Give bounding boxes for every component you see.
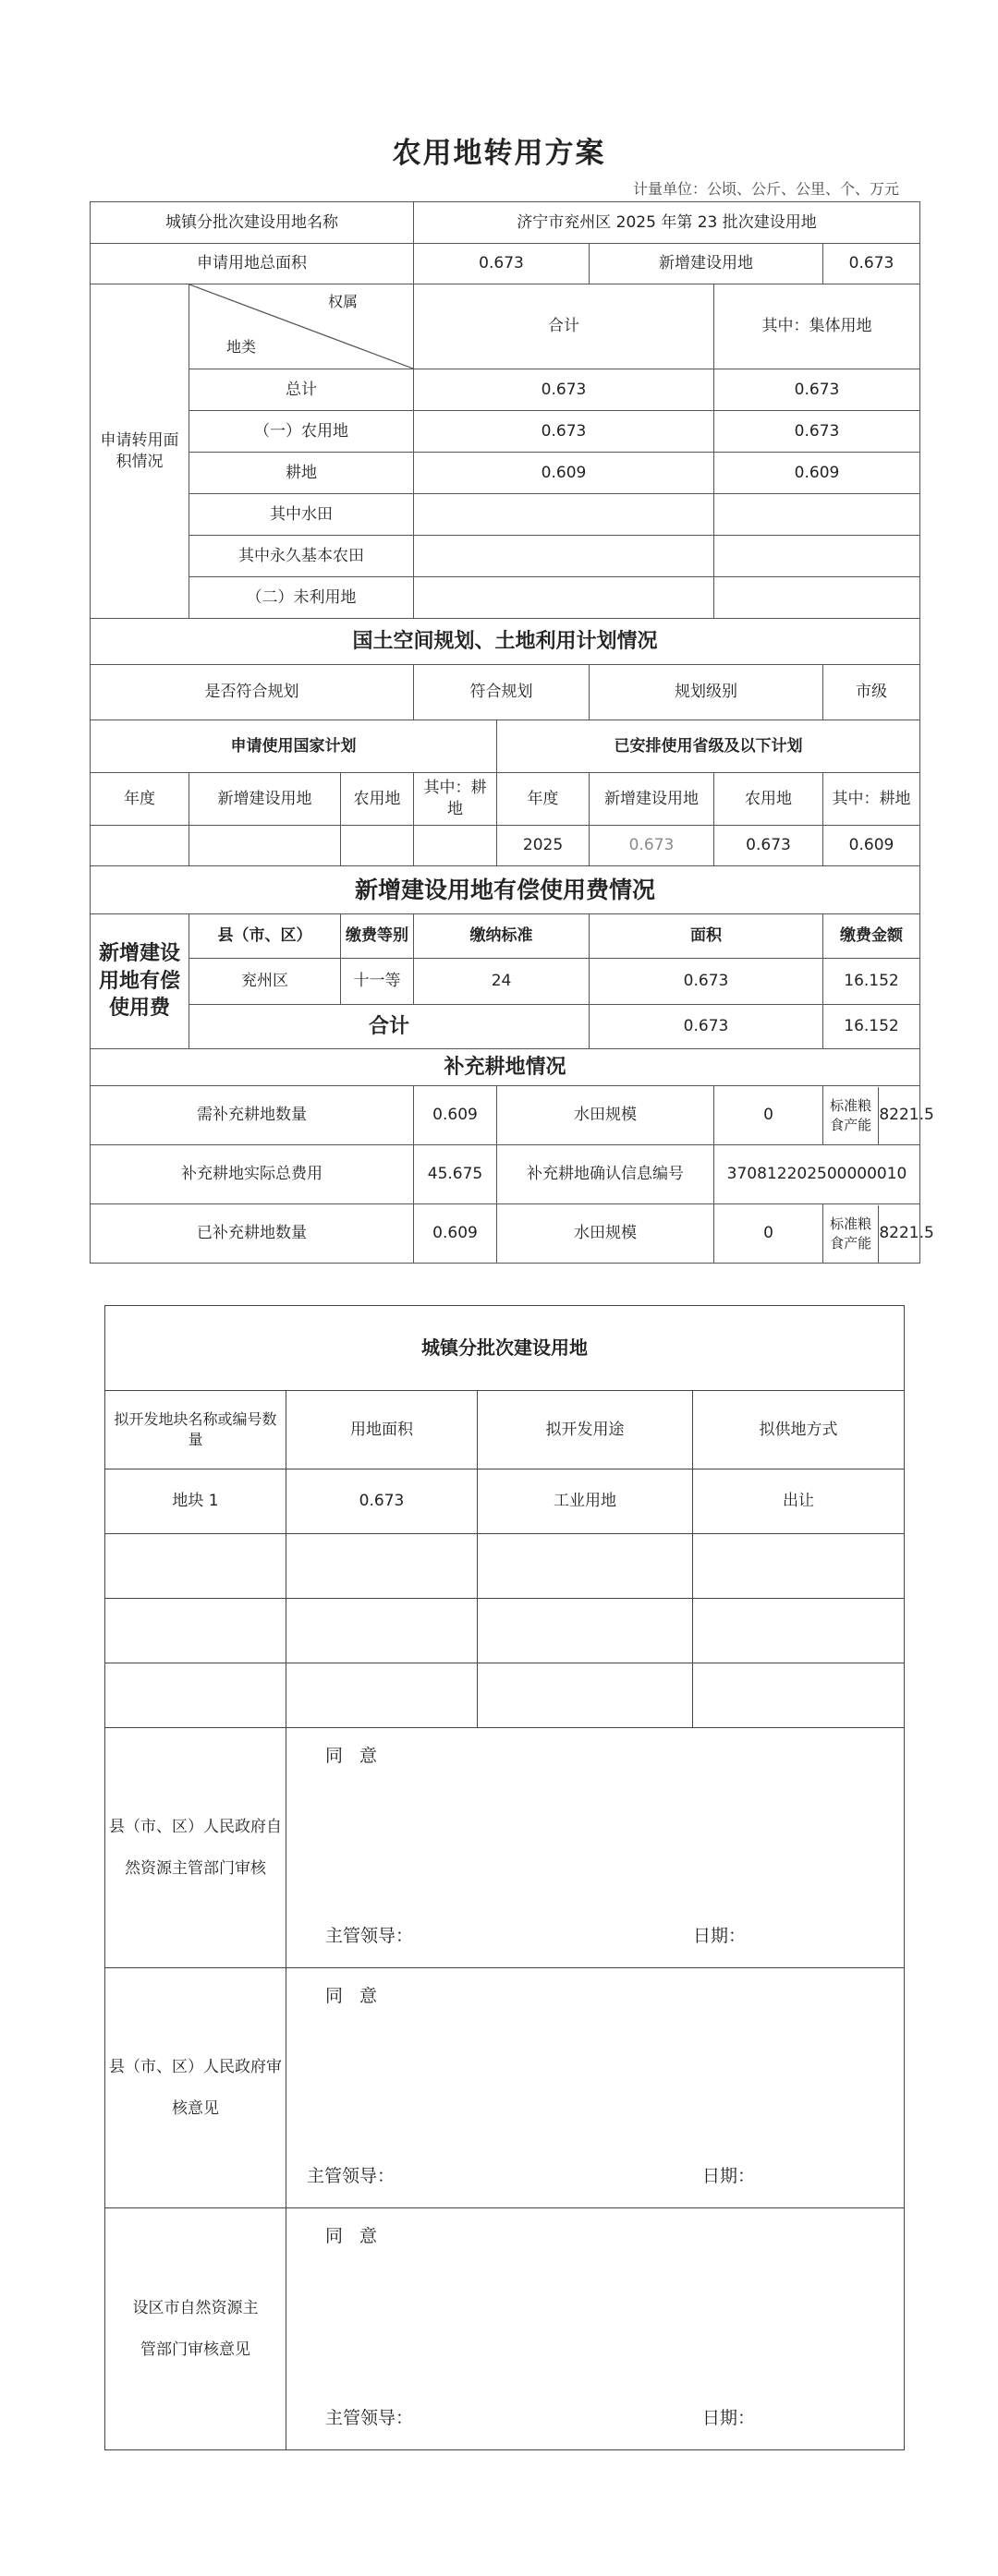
- approval-agree: 同 意: [325, 2226, 383, 2246]
- row-total: 0.673: [414, 369, 714, 411]
- fee-side-label: 新增建设用地有偿使用费: [91, 914, 189, 1049]
- paddy2-label: 水田规模: [497, 1204, 714, 1264]
- plan-header: 其中：耕地: [414, 773, 497, 826]
- row-label: （一）农用地: [189, 411, 414, 453]
- diagonal-line: [189, 284, 413, 369]
- row-collective: [714, 536, 920, 577]
- grain-value: 8221.5: [879, 1106, 934, 1125]
- fee-area: 0.673: [590, 959, 823, 1005]
- level-value: 市级: [823, 665, 920, 720]
- fee-grade: 十一等: [341, 959, 414, 1005]
- row-total: [414, 577, 714, 619]
- paddy2-value: 0: [714, 1204, 823, 1264]
- col-collective-header: 其中：集体用地: [714, 284, 920, 369]
- batch-cell: [693, 1534, 905, 1599]
- plan-header: 年度: [497, 773, 590, 826]
- batch-land-table: [104, 1305, 905, 2450]
- batch-cell: 工业用地: [478, 1469, 693, 1534]
- new-construction-label: 新增建设用地: [590, 244, 823, 284]
- diag-top-label: 权属: [328, 293, 359, 310]
- fee-header: 县（市、区）: [189, 914, 341, 959]
- batch-title: 城镇分批次建设用地: [105, 1306, 905, 1391]
- provincial-plan-header: 已安排使用省级及以下计划: [497, 720, 920, 773]
- batch-cell: [105, 1534, 286, 1599]
- national-plan-header: 申请使用国家计划: [91, 720, 497, 773]
- cost-label: 补充耕地实际总费用: [91, 1145, 414, 1204]
- plan-value: 0.673: [590, 826, 714, 866]
- new-construction-value: 0.673: [823, 244, 920, 284]
- grain2-value: 8221.5: [879, 1224, 934, 1243]
- batch-header: 拟开发用途: [478, 1391, 693, 1469]
- conversion-plan-table: [90, 201, 934, 1264]
- batch-cell: [286, 1534, 478, 1599]
- row-collective: 0.673: [714, 369, 920, 411]
- row-label: 其中永久基本农田: [189, 536, 414, 577]
- plan-header: 其中：耕地: [823, 773, 920, 826]
- batch-header: 拟供地方式: [693, 1391, 905, 1469]
- approval-leader-label: 主管领导：: [325, 1926, 414, 1947]
- row-collective: [714, 494, 920, 536]
- need-label: 需补充耕地数量: [91, 1086, 414, 1145]
- approval-date-label: 日期：: [693, 1926, 747, 1947]
- cost-value: 45.675: [414, 1145, 497, 1204]
- plan-value: 2025: [497, 826, 590, 866]
- plan-value: [189, 826, 341, 866]
- batch-header: 拟开发地块名称或编号数量: [105, 1391, 286, 1469]
- batch-cell: [478, 1599, 693, 1663]
- approval-sign-area: [286, 1728, 905, 1968]
- done-value: 0.609: [414, 1204, 497, 1264]
- row-label: 总计: [189, 369, 414, 411]
- conform-label: 是否符合规划: [91, 665, 414, 720]
- col-total-header: 合计: [414, 284, 714, 369]
- fee-standard: 24: [414, 959, 590, 1005]
- batch-cell: [693, 1663, 905, 1728]
- row-total: [414, 536, 714, 577]
- grain-cell: [823, 1086, 934, 1145]
- row-total: 0.673: [414, 411, 714, 453]
- plan-value: 0.609: [823, 826, 920, 866]
- row-collective: 0.673: [714, 411, 920, 453]
- approval-sign-area: [286, 2208, 905, 2450]
- confirm-label: 补充耕地确认信息编号: [497, 1145, 714, 1204]
- plan-value: 0.673: [714, 826, 823, 866]
- approval-agree: 同 意: [325, 1746, 383, 1766]
- approval-sign-area: [286, 1968, 905, 2208]
- confirm-value: 370812202500000010: [714, 1145, 920, 1204]
- row-label: （二）未利用地: [189, 577, 414, 619]
- approval-leader-label: 主管领导：: [307, 2166, 396, 2187]
- plan-value: [414, 826, 497, 866]
- project-name-label: 城镇分批次建设用地名称: [91, 202, 414, 244]
- conform-value: 符合规划: [414, 665, 590, 720]
- batch-cell: [478, 1663, 693, 1728]
- planning-section-title: 国土空间规划、土地利用计划情况: [91, 619, 920, 665]
- total-area-value: 0.673: [414, 244, 590, 284]
- row-total: [414, 494, 714, 536]
- fee-section-title: 新增建设用地有偿使用费情况: [91, 866, 920, 914]
- level-label: 规划级别: [590, 665, 823, 720]
- fee-amount: 16.152: [823, 959, 920, 1005]
- fee-county: 兖州区: [189, 959, 341, 1005]
- fee-header: 面积: [590, 914, 823, 959]
- paddy-value: 0: [714, 1086, 823, 1145]
- diag-bottom-label: 地类: [226, 338, 257, 357]
- batch-cell: [286, 1599, 478, 1663]
- approval-label: 县（市、区）人民政府审核意见: [105, 1968, 286, 2208]
- done-label: 已补充耕地数量: [91, 1204, 414, 1264]
- plan-value: [341, 826, 414, 866]
- approval-label: 设区市自然资源主管部门审核意见: [105, 2208, 286, 2450]
- batch-header: 用地面积: [286, 1391, 478, 1469]
- row-label: 其中水田: [189, 494, 414, 536]
- grain2-label: 标准粮食产能: [823, 1205, 879, 1263]
- batch-cell: 地块 1: [105, 1469, 286, 1534]
- fee-header: 缴费金额: [823, 914, 920, 959]
- batch-cell: [693, 1599, 905, 1663]
- batch-cell: [286, 1663, 478, 1728]
- grain2-cell: [823, 1204, 934, 1264]
- unit-note: 计量单位：公顷、公斤、公里、个、万元: [632, 180, 899, 198]
- fee-header: 缴纳标准: [414, 914, 590, 959]
- total-area-label: 申请用地总面积: [91, 244, 414, 284]
- row-collective: [714, 577, 920, 619]
- row-total: 0.609: [414, 453, 714, 494]
- batch-cell: 0.673: [286, 1469, 478, 1534]
- fee-total-label: 合计: [189, 1005, 590, 1049]
- row-label: 耕地: [189, 453, 414, 494]
- plan-header: 新增建设用地: [189, 773, 341, 826]
- batch-cell: [105, 1663, 286, 1728]
- supplement-section-title: 补充耕地情况: [91, 1049, 920, 1086]
- conversion-side-label: 申请转用面积情况: [91, 284, 189, 619]
- approval-label: 县（市、区）人民政府自然资源主管部门审核: [105, 1728, 286, 1968]
- plan-value: [91, 826, 189, 866]
- need-value: 0.609: [414, 1086, 497, 1145]
- batch-cell: [105, 1599, 286, 1663]
- plan-header: 农用地: [714, 773, 823, 826]
- fee-total-area: 0.673: [590, 1005, 823, 1049]
- plan-header: 农用地: [341, 773, 414, 826]
- approval-leader-label: 主管领导：: [325, 2408, 414, 2429]
- document-title: 农用地转用方案: [392, 137, 606, 170]
- plan-header: 年度: [91, 773, 189, 826]
- fee-header: 缴费等别: [341, 914, 414, 959]
- project-name-value: 济宁市兖州区 2025 年第 23 批次建设用地: [414, 202, 920, 244]
- approval-date-label: 日期：: [702, 2166, 756, 2187]
- approval-date-label: 日期：: [702, 2408, 756, 2429]
- batch-cell: [478, 1534, 693, 1599]
- row-collective: 0.609: [714, 453, 920, 494]
- paddy-label: 水田规模: [497, 1086, 714, 1145]
- diagonal-header-cell: [189, 284, 414, 369]
- batch-cell: 出让: [693, 1469, 905, 1534]
- approval-agree: 同 意: [325, 1986, 383, 2006]
- fee-total-amount: 16.152: [823, 1005, 920, 1049]
- plan-header: 新增建设用地: [590, 773, 714, 826]
- grain-label: 标准粮食产能: [823, 1087, 879, 1144]
